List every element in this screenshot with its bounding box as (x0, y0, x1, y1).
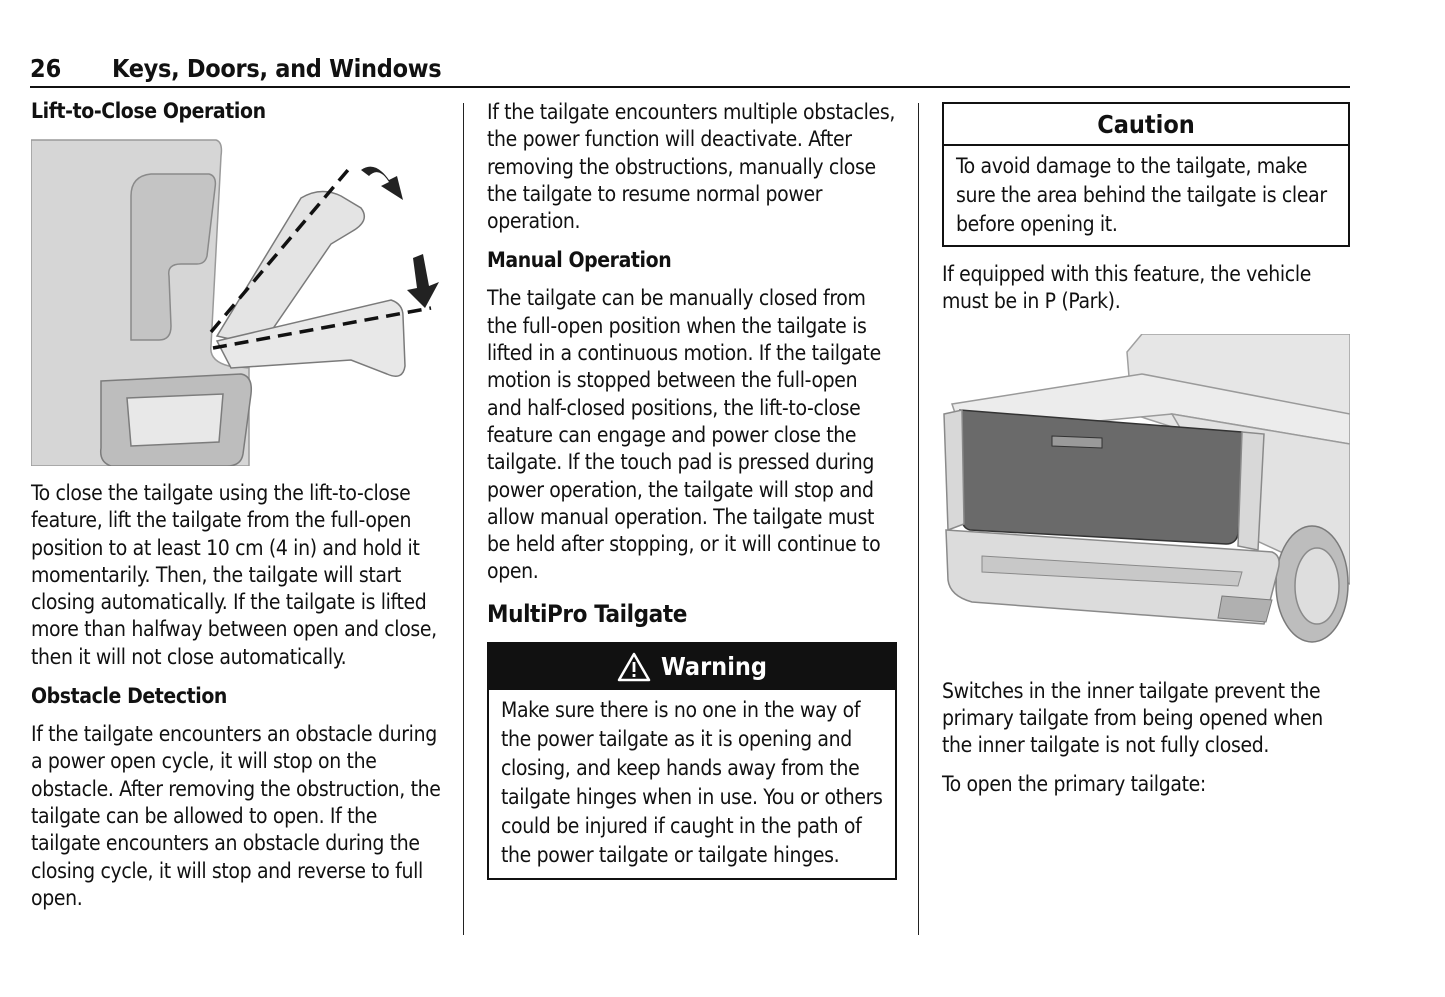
heading-manual-operation: Manual Operation (487, 248, 672, 273)
column-divider (463, 103, 464, 935)
paragraph-lift-to-close: To close the tailgate using the lift-to-close feature, lift the tailgate from the full-open position to at least 10 cm (4 in) and hold it momentarily. Then, the tailgate will start closing automatically. If the tailgate is lifted more than halfway between open and close, then it will not close automatically. (31, 481, 437, 669)
caution-box (942, 102, 1350, 247)
paragraph-multiple-obstacles: If the tailgate encounters multiple obstacles, the power function will deactivate. After removing the obstructions, manually close the tailgate to resume normal power operation. (487, 100, 895, 234)
page-header (30, 50, 1350, 88)
page-number: 26 (30, 54, 62, 83)
column-2 (487, 99, 897, 880)
heading-lift-to-close: Lift-to-Close Operation (31, 99, 266, 123)
warning-triangle-icon (617, 652, 651, 682)
warning-body: Make sure there is no one in the way of the power tailgate as it is opening and closing, and keep hands away from the tailgate hinges when in use. You or others could be injured if caught in the path of the power tailgate or tailgate hinges. (501, 697, 883, 867)
warning-header (489, 644, 895, 690)
heading-obstacle-detection: Obstacle Detection (31, 684, 227, 709)
paragraph-obstacle-detection: If the tailgate encounters an obstacle during a power open cycle, it will stop on the obstacle. After removing the obstruction, the tailgate can be allowed to open. If the tailgate encounters an obstacle during the closing cycle, it will stop and reverse to full open. (31, 722, 441, 910)
column-divider (918, 103, 919, 935)
section-title: Keys, Doors, and Windows (112, 54, 442, 83)
caution-title: Caution (944, 104, 1348, 146)
paragraph-park: If equipped with this feature, the vehicle must be in P (Park). (942, 262, 1311, 314)
paragraph-open-primary-tailgate: To open the primary tailgate: (942, 772, 1206, 797)
multipro-tailgate-illustration (942, 334, 1350, 664)
warning-box (487, 642, 897, 880)
warning-title: Warning (660, 652, 768, 682)
column-3 (942, 102, 1350, 811)
column-1 (31, 98, 441, 924)
lift-to-close-illustration (31, 136, 439, 466)
paragraph-inner-tailgate-switches: Switches in the inner tailgate prevent the primary tailgate from being opened when the inner tailgate is not fully closed. (942, 678, 1323, 758)
heading-multipro-tailgate: MultiPro Tailgate (487, 599, 687, 628)
paragraph-manual-operation: The tailgate can be manually closed from the full-open position when the tailgate is lifted in a continuous motion. If the tailgate motion is stopped between the full-open and half-closed positions, the lift-to-close feature can engage and power close the tailgate. If the touch pad is pressed during power operation, the tailgate will stop and allow manual operation. The tailgate must be held after stopping, or it will continue to open. (487, 286, 881, 584)
caution-body: To avoid damage to the tailgate, make sure the area behind the tailgate is clear before opening it. (956, 154, 1327, 236)
